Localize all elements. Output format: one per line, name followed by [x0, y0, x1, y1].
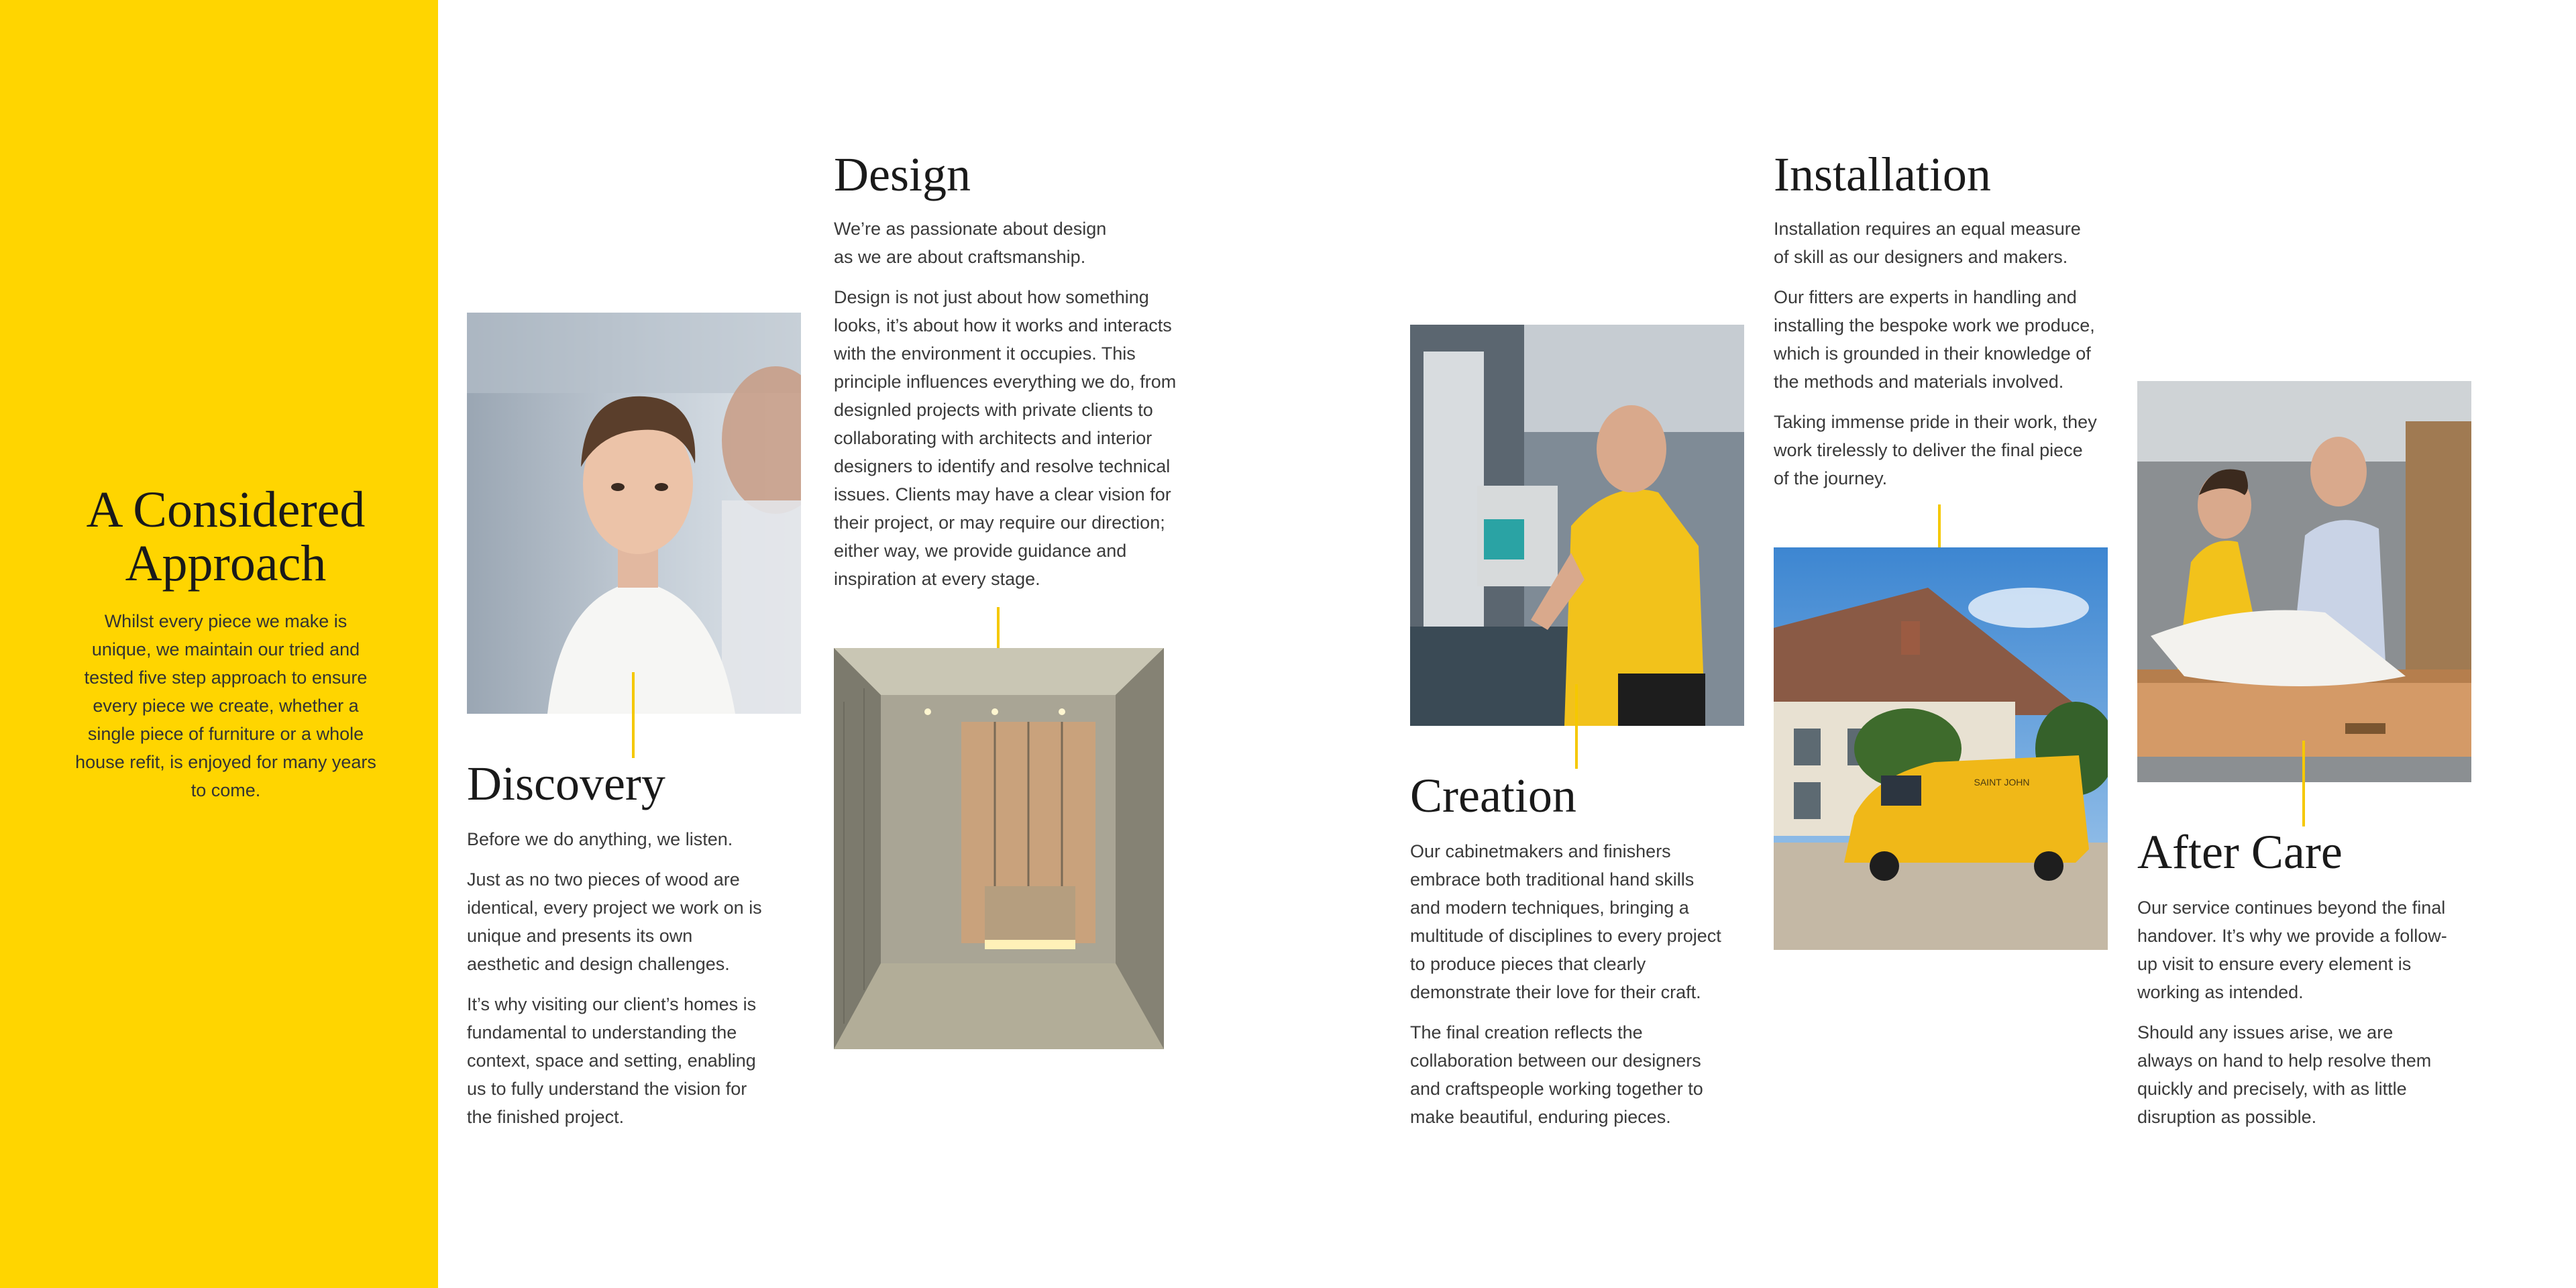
discovery-title: Discovery [467, 757, 665, 810]
design-paragraph: Design is not just about how something looks, it’s about how it works and interacts with the environment it occupies. This principle influences everything we do, from designled projects with private clients to collaborating with architects and interior designers to identify and resolve technical issues. Clients may have a clear vision for their project, or may require our direction; either way, we provide guidance and inspiration at every stage. [834, 287, 1177, 589]
discovery-paragraph: Just as no two pieces of wood are identical, every project we work on is unique and presents its own aesthetic and design challenges. [467, 869, 762, 974]
aftercare-paragraph: Our service continues beyond the final handover. It’s why we provide a follow-up visit to ensure every element is working as intended. [2137, 898, 2447, 1002]
creation-text [1410, 837, 1725, 1143]
installation-title: Installation [1774, 148, 1991, 201]
aftercare-title: After Care [2137, 825, 2343, 879]
design-text [834, 215, 1186, 605]
installation-paragraph: Our fitters are experts in handling and installing the bespoke work we produce, which is grounded in their knowledge of the methods and materials involved. [1774, 287, 2095, 392]
connector-line [1575, 684, 1578, 769]
design-title: Design [834, 148, 971, 201]
discovery-text [467, 825, 769, 1143]
design-paragraph: We’re as passionate about design as we are about craftsmanship. [834, 219, 1107, 267]
connector-line [2302, 741, 2305, 826]
intro-panel [0, 0, 438, 1288]
creation-photo [1410, 325, 1744, 726]
discovery-paragraph: It’s why visiting our client’s homes is fundamental to understanding the context, space and setting, enabling us to fully understand the vision for the finished project. [467, 994, 757, 1127]
installation-text [1774, 215, 2116, 504]
aftercare-paragraph: Should any issues arise, we are always on hand to help resolve them quickly and precisely, with as little disruption as possible. [2137, 1022, 2432, 1127]
installation-paragraph: Taking immense pride in their work, they work tirelessly to deliver the final piece of the journey. [1774, 412, 2097, 488]
discovery-photo [467, 313, 801, 714]
installation-paragraph: Installation requires an equal measure of skill as our designers and makers. [1774, 219, 2081, 267]
creation-paragraph: The final creation reflects the collaboration between our designers and craftspeople working together to make beautiful, enduring pieces. [1410, 1022, 1703, 1127]
intro-text: Whilst every piece we make is unique, we maintain our tried and tested five step approach to ensure every piece we create, whether a single piece of furniture or a whole house refit, is enjoyed for many years to come. [75, 611, 376, 800]
aftercare-text [2137, 894, 2453, 1143]
connector-line [632, 672, 635, 758]
installation-photo [1774, 547, 2108, 950]
discovery-paragraph: Before we do anything, we listen. [467, 829, 733, 849]
creation-paragraph: Our cabinetmakers and finishers embrace both traditional hand skills and modern techniques, bringing a multitude of disciplines to every project to produce pieces that clearly demonstrate their love for their craft. [1410, 841, 1721, 1002]
aftercare-photo [2137, 381, 2471, 782]
van-logo: SAINT JOHN [1974, 777, 2030, 788]
creation-title: Creation [1410, 769, 1576, 822]
design-photo [834, 648, 1164, 1049]
intro-title: A Considered Approach [86, 482, 366, 592]
